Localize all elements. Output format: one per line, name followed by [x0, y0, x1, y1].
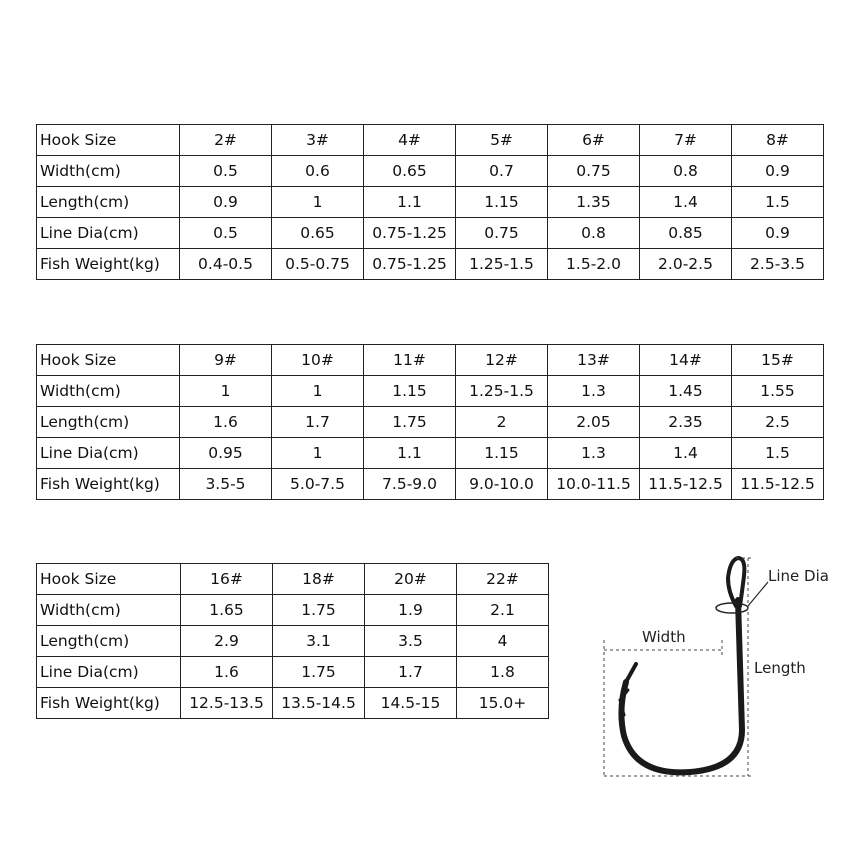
length-cell: 1.35 — [548, 187, 640, 218]
length-cell: 1.5 — [732, 187, 824, 218]
fish-weight-cell: 12.5-13.5 — [181, 688, 273, 719]
length-row — [37, 626, 549, 657]
hook-spec-table-2 — [36, 344, 824, 500]
width-cell: 1.45 — [640, 376, 732, 407]
width-cell: 1 — [272, 376, 364, 407]
row-label-line-dia: Line Dia(cm) — [37, 438, 180, 469]
fish-weight-cell: 10.0-11.5 — [548, 469, 640, 500]
width-cell: 0.5 — [180, 156, 272, 187]
hook-size-row — [37, 564, 549, 595]
line-dia-leader — [748, 582, 768, 606]
width-cell: 1.3 — [548, 376, 640, 407]
hook-spec-table-1 — [36, 124, 824, 280]
fish-weight-cell: 2.0-2.5 — [640, 249, 732, 280]
size-cell: 9# — [180, 345, 272, 376]
length-cell: 0.9 — [180, 187, 272, 218]
row-label-length: Length(cm) — [37, 187, 180, 218]
length-cell: 1.4 — [640, 187, 732, 218]
length-cell: 3.5 — [365, 626, 457, 657]
fish-weight-cell: 0.4-0.5 — [180, 249, 272, 280]
width-cell: 0.65 — [364, 156, 456, 187]
length-cell: 3.1 — [273, 626, 365, 657]
width-cell: 1.75 — [273, 595, 365, 626]
fish-weight-cell: 11.5-12.5 — [640, 469, 732, 500]
size-cell: 2# — [180, 125, 272, 156]
length-cell: 1.7 — [272, 407, 364, 438]
row-label-hook-size: Hook Size — [37, 564, 181, 595]
fish-weight-cell: 3.5-5 — [180, 469, 272, 500]
line-dia-cell: 1.5 — [732, 438, 824, 469]
line-dia-cell: 1.6 — [181, 657, 273, 688]
line-dia-cell: 1 — [272, 438, 364, 469]
length-cell: 2.5 — [732, 407, 824, 438]
fish-weight-cell: 5.0-7.5 — [272, 469, 364, 500]
row-label-fish-weight: Fish Weight(kg) — [37, 688, 181, 719]
size-cell: 18# — [273, 564, 365, 595]
fish-weight-cell: 15.0+ — [457, 688, 549, 719]
line-dia-cell: 0.95 — [180, 438, 272, 469]
length-cell: 2 — [456, 407, 548, 438]
size-cell: 7# — [640, 125, 732, 156]
length-cell: 2.9 — [181, 626, 273, 657]
length-cell: 4 — [457, 626, 549, 657]
size-cell: 11# — [364, 345, 456, 376]
length-row — [37, 407, 824, 438]
line-dia-row — [37, 218, 824, 249]
fishing-hook-icon — [620, 558, 744, 772]
width-row — [37, 376, 824, 407]
line-dia-cell: 0.5 — [180, 218, 272, 249]
length-cell: 1.75 — [364, 407, 456, 438]
hook-size-row — [37, 125, 824, 156]
length-label: Length — [754, 659, 806, 677]
row-label-length: Length(cm) — [37, 407, 180, 438]
line-dia-ring — [716, 603, 748, 613]
size-cell: 22# — [457, 564, 549, 595]
width-cell: 0.75 — [548, 156, 640, 187]
line-dia-cell: 0.9 — [732, 218, 824, 249]
hook-spec-table-3 — [36, 563, 549, 719]
length-cell: 1.15 — [456, 187, 548, 218]
fish-weight-cell: 11.5-12.5 — [732, 469, 824, 500]
size-cell: 20# — [365, 564, 457, 595]
line-dia-label: Line Dia — [768, 567, 829, 585]
size-cell: 5# — [456, 125, 548, 156]
size-cell: 10# — [272, 345, 364, 376]
line-dia-row — [37, 438, 824, 469]
length-cell: 2.35 — [640, 407, 732, 438]
width-cell: 0.7 — [456, 156, 548, 187]
line-dia-cell: 0.8 — [548, 218, 640, 249]
row-label-fish-weight: Fish Weight(kg) — [37, 249, 180, 280]
width-cell: 0.8 — [640, 156, 732, 187]
fish-weight-cell: 2.5-3.5 — [732, 249, 824, 280]
size-cell: 12# — [456, 345, 548, 376]
line-dia-cell: 1.1 — [364, 438, 456, 469]
fish-weight-row — [37, 249, 824, 280]
length-cell: 1.6 — [180, 407, 272, 438]
hook-size-row — [37, 345, 824, 376]
width-cell: 1.55 — [732, 376, 824, 407]
line-dia-cell: 0.85 — [640, 218, 732, 249]
line-dia-cell: 0.65 — [272, 218, 364, 249]
size-cell: 14# — [640, 345, 732, 376]
size-cell: 13# — [548, 345, 640, 376]
width-cell: 1.9 — [365, 595, 457, 626]
fish-weight-row — [37, 688, 549, 719]
width-row — [37, 156, 824, 187]
size-cell: 15# — [732, 345, 824, 376]
line-dia-cell: 0.75 — [456, 218, 548, 249]
fish-weight-cell: 0.5-0.75 — [272, 249, 364, 280]
width-cell: 1 — [180, 376, 272, 407]
fish-weight-cell: 9.0-10.0 — [456, 469, 548, 500]
width-cell: 1.65 — [181, 595, 273, 626]
size-cell: 3# — [272, 125, 364, 156]
fish-weight-cell: 0.75-1.25 — [364, 249, 456, 280]
width-cell: 2.1 — [457, 595, 549, 626]
length-row — [37, 187, 824, 218]
fish-weight-cell: 14.5-15 — [365, 688, 457, 719]
width-row — [37, 595, 549, 626]
width-label: Width — [642, 628, 686, 646]
row-label-line-dia: Line Dia(cm) — [37, 218, 180, 249]
width-cell: 1.15 — [364, 376, 456, 407]
width-cell: 0.6 — [272, 156, 364, 187]
line-dia-cell: 0.75-1.25 — [364, 218, 456, 249]
line-dia-cell: 1.3 — [548, 438, 640, 469]
row-label-fish-weight: Fish Weight(kg) — [37, 469, 180, 500]
row-label-line-dia: Line Dia(cm) — [37, 657, 181, 688]
length-cell: 1 — [272, 187, 364, 218]
size-cell: 6# — [548, 125, 640, 156]
row-label-width: Width(cm) — [37, 156, 180, 187]
fish-weight-cell: 7.5-9.0 — [364, 469, 456, 500]
size-cell: 8# — [732, 125, 824, 156]
size-cell: 16# — [181, 564, 273, 595]
row-label-width: Width(cm) — [37, 376, 180, 407]
line-dia-cell: 1.8 — [457, 657, 549, 688]
width-cell: 0.9 — [732, 156, 824, 187]
line-dia-cell: 1.7 — [365, 657, 457, 688]
line-dia-cell: 1.4 — [640, 438, 732, 469]
line-dia-cell: 1.15 — [456, 438, 548, 469]
line-dia-row — [37, 657, 549, 688]
row-label-length: Length(cm) — [37, 626, 181, 657]
row-label-width: Width(cm) — [37, 595, 181, 626]
row-label-hook-size: Hook Size — [37, 345, 180, 376]
row-label-hook-size: Hook Size — [37, 125, 180, 156]
length-cell: 2.05 — [548, 407, 640, 438]
fish-weight-cell: 1.25-1.5 — [456, 249, 548, 280]
line-dia-cell: 1.75 — [273, 657, 365, 688]
fishing-hook-diagram — [560, 540, 850, 800]
fish-weight-cell: 13.5-14.5 — [273, 688, 365, 719]
fish-weight-row — [37, 469, 824, 500]
fish-weight-cell: 1.5-2.0 — [548, 249, 640, 280]
length-cell: 1.1 — [364, 187, 456, 218]
width-cell: 1.25-1.5 — [456, 376, 548, 407]
size-cell: 4# — [364, 125, 456, 156]
